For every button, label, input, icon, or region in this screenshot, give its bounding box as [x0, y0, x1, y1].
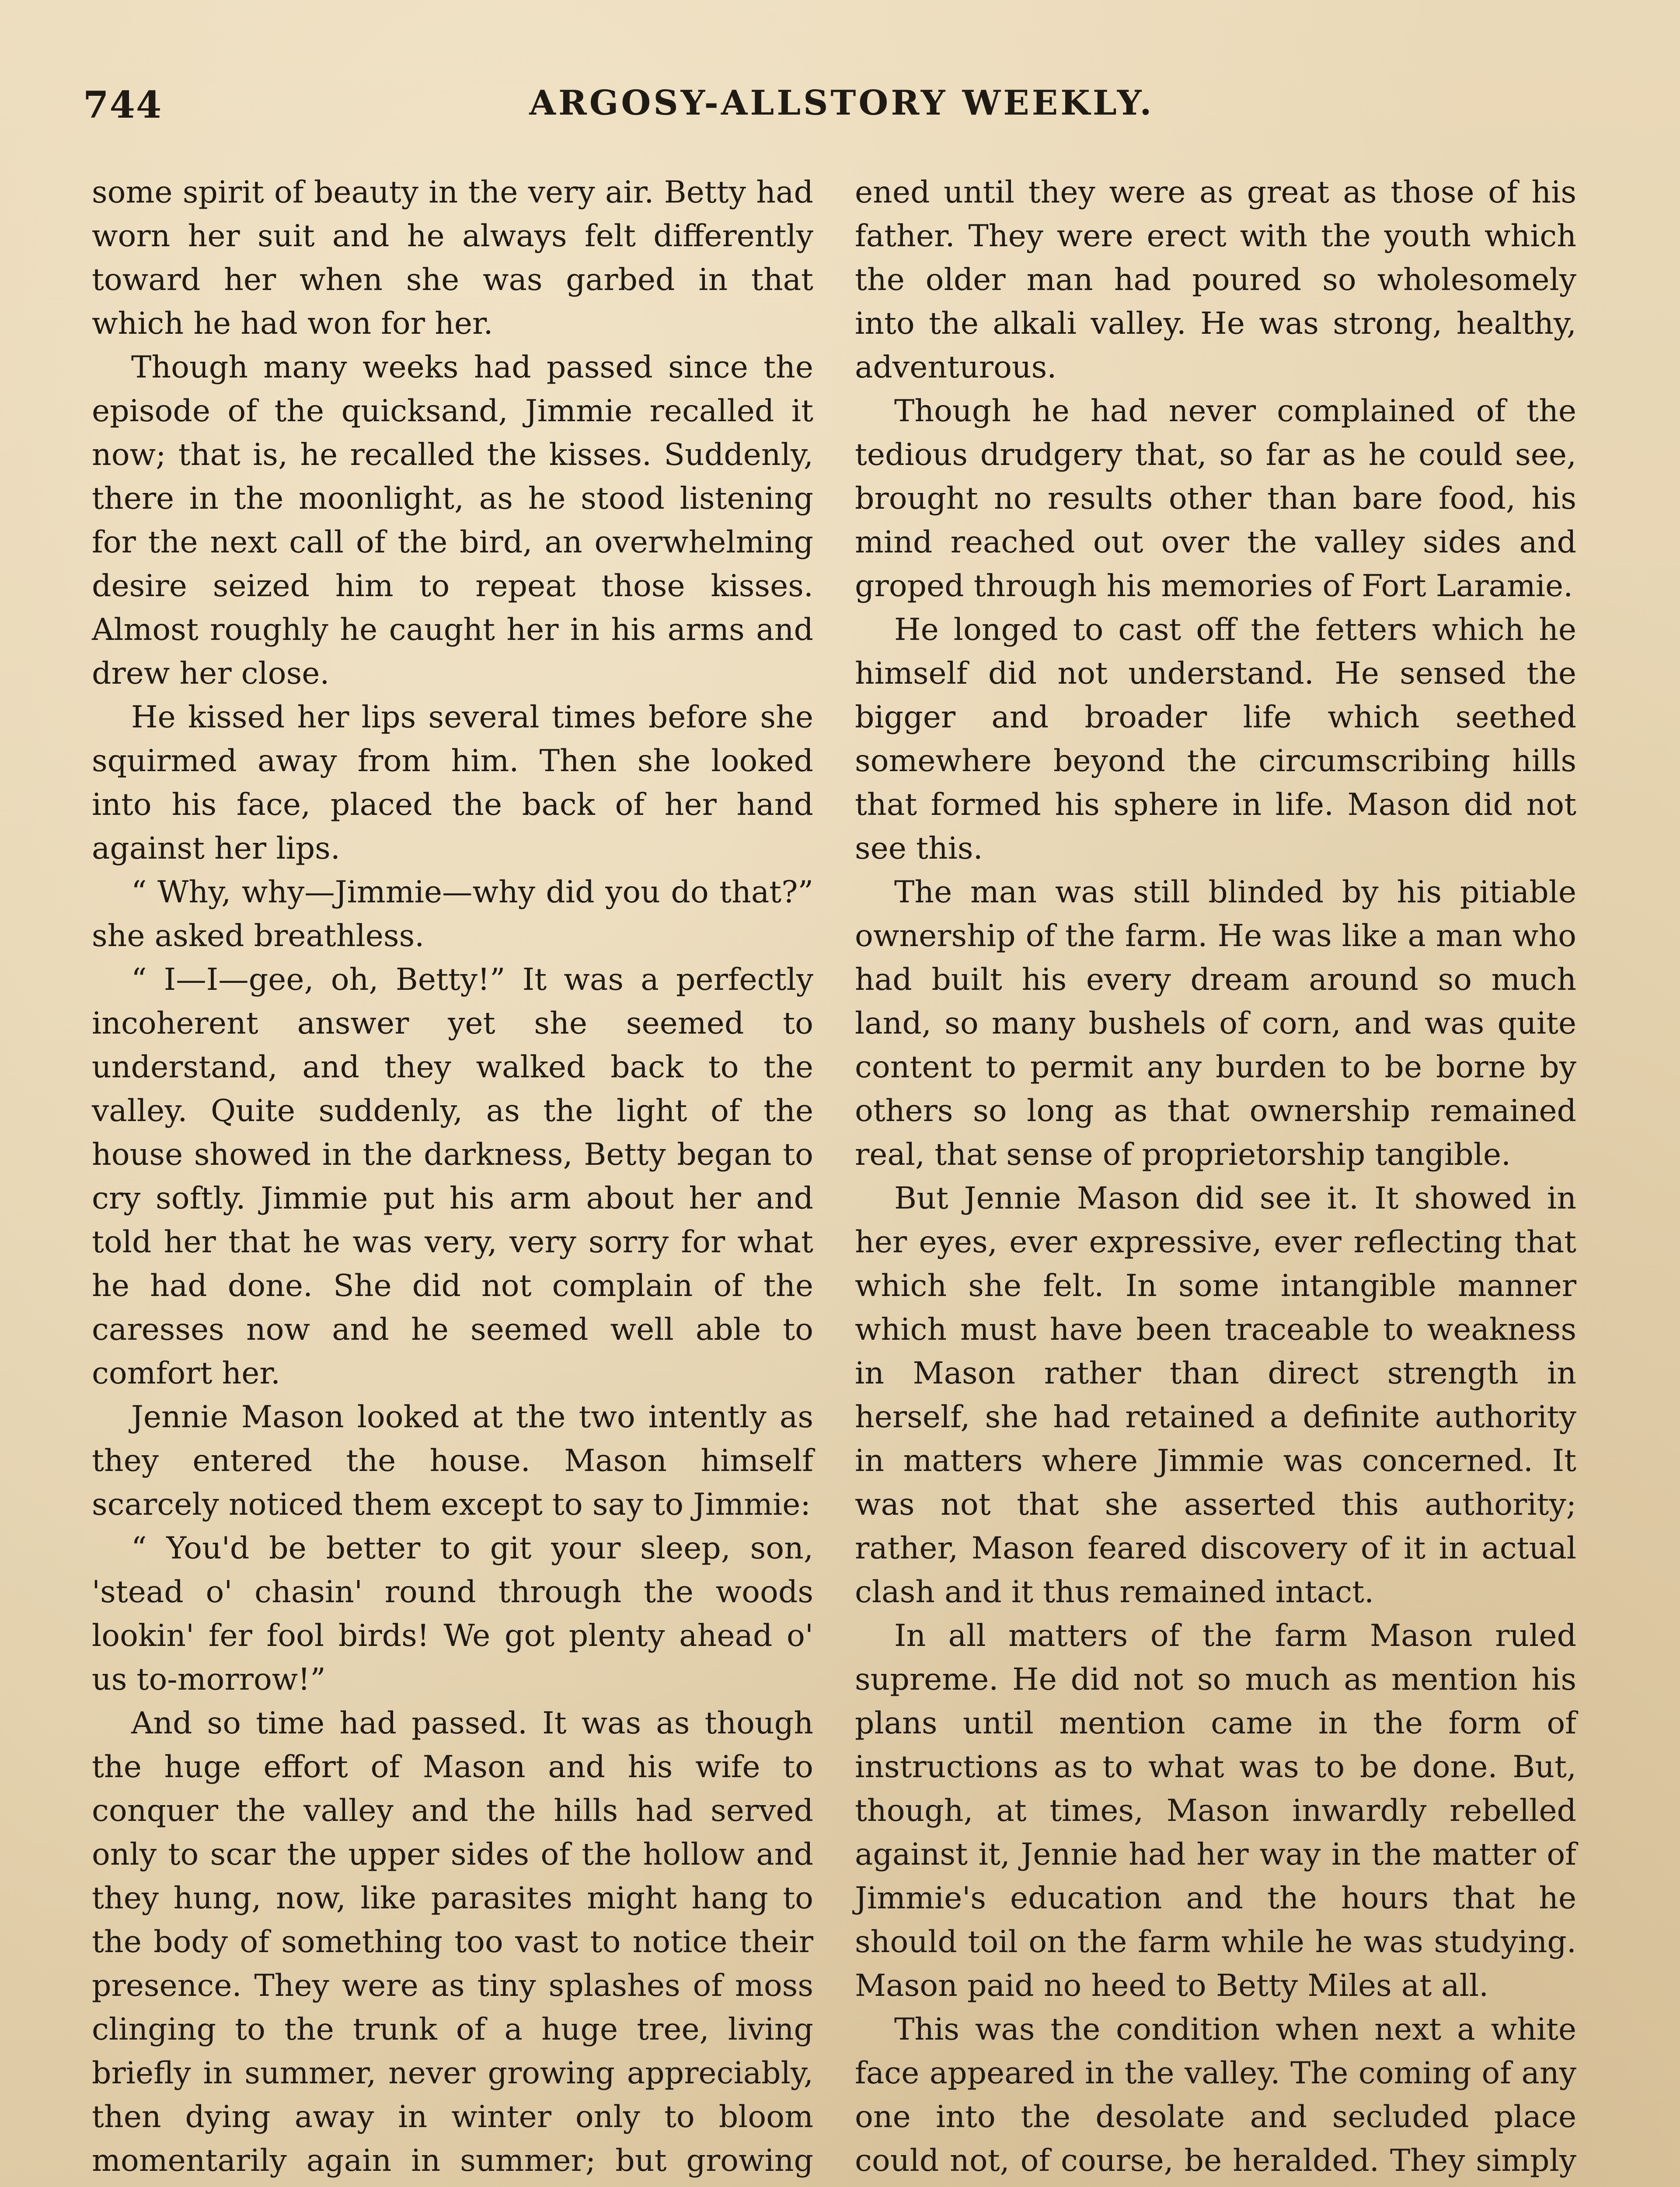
right-column	[855, 171, 1576, 2187]
paragraph: ened until they were as great as those of his father. They were erect with the youth which the older man had poured so wholesomely into the alkali valley. He was strong, healthy, adventurous.	[855, 175, 1576, 385]
paragraph: The man was still blinded by his pitiable ownership of the farm. He was like a man who had built his every dream around so much land, so many bushels of corn, and was quite content to permit any burden to be borne by others so long as that ownership remained real, that sense of proprietorship tangible.	[855, 874, 1576, 1172]
page-header	[83, 83, 1600, 131]
page-number: 744	[83, 83, 163, 126]
paragraph: “ I—I—gee, oh, Betty!” It was a perfectly incoherent answer yet she seemed to understand, and they walked back to the valley. Quite suddenly, as the light of the house showed in the darkness, Betty began to cry softly. Jimmie put his arm about her and told her that he was very, very sorry for what he had done. She did not complain of the caresses now and he seemed well able to comfort her.	[92, 962, 813, 1391]
paragraph: He kissed her lips several times before she squirmed away from him. Then she looked into his face, placed the back of her hand against her lips.	[92, 699, 813, 866]
paragraph: Jennie Mason looked at the two intently as they entered the house. Mason himself scarcely noticed them except to say to Jimmie:	[92, 1399, 813, 1522]
paragraph: “ You'd be better to git your sleep, son, 'stead o' chasin' round through the woods lookin' fer fool birds! We got plenty ahead o' us to-morrow!”	[92, 1530, 813, 1697]
paragraph: He longed to cast off the fetters which he himself did not understand. He sensed the bigger and broader life which seethed somewhere beyond the circumscribing hills that formed his sphere in life. Mason did not see this.	[855, 612, 1576, 866]
paragraph: Though many weeks had passed since the episode of the quicksand, Jimmie recalled it now; that is, he recalled the kisses. Suddenly, there in the moonlight, as he stood listening for the next call of the bird, an overwhelming desire seized him to repeat those kisses. Almost roughly he caught her in his arms and drew her close.	[92, 349, 813, 691]
paragraph: This was the condition when next a white face appeared in the valley. The coming of any one into the desolate and secluded place could not, of course, be heralded. They simply	[855, 2012, 1576, 2178]
paragraph: “ Why, why—Jimmie—why did you do that?” she asked breathless.	[92, 874, 813, 954]
paragraph: some spirit of beauty in the very air. Betty had worn her suit and he always felt differently toward her when she was garbed in that which he had won for her.	[92, 175, 813, 341]
paragraph: Though he had never complained of the tedious drudgery that, so far as he could see, brought no results other than bare food, his mind reached out over the valley sides and groped through his memories of Fort Laramie.	[855, 393, 1576, 604]
paragraph: In all matters of the farm Mason ruled supreme. He did not so much as mention his plans until mention came in the form of instructions as to what was to be done. But, though, at times, Mason inwardly rebelled against it, Jennie had her way in the matter of Jimmie's education and the hours that he should toil on the farm while he was studying. Mason paid no heed to Betty Miles at all.	[855, 1618, 1576, 2003]
paragraph: But Jennie Mason did see it. It showed in her eyes, ever expressive, ever reflecting that which she felt. In some intangible manner which must have been traceable to weakness in Mason rather than direct strength in herself, she had retained a definite authority in matters where Jimmie was concerned. It was not that she asserted this authority; rather, Mason feared discovery of it in actual clash and it thus remained intact.	[855, 1181, 1576, 1610]
paragraph: And so time had passed. It was as though the huge effort of Mason and his wife to conquer the valley and the hills had served only to scar the upper sides of the hollow and they hung, now, like parasites might hang to the body of something too vast to notice their presence. They were as tiny splashes of moss clinging to the trunk of a huge tree, living briefly in summer, never growing appreciably, then dying away in winter only to bloom momentarily again in summer; but growing	[92, 1705, 813, 2178]
left-column	[92, 171, 813, 2187]
running-head: ARGOSY-ALLSTORY WEEKLY.	[529, 83, 1154, 123]
